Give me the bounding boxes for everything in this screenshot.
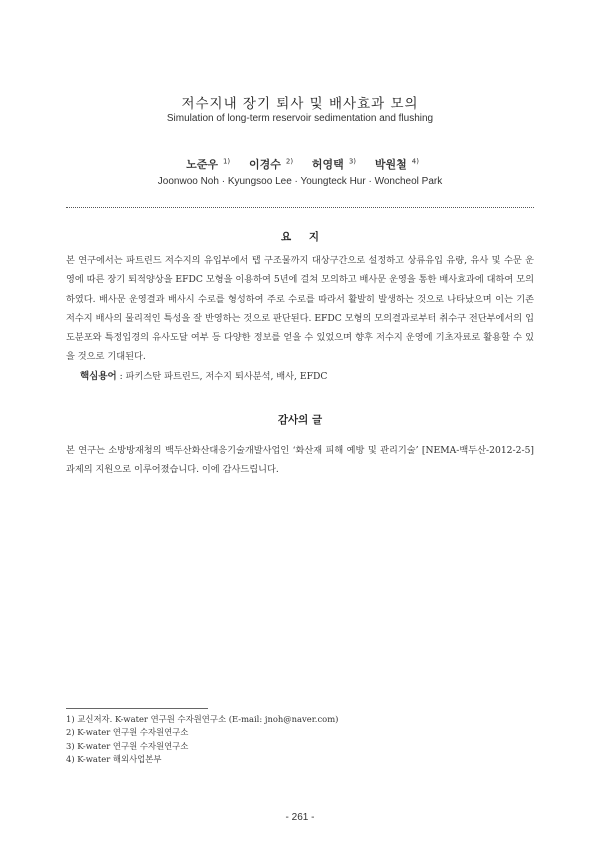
author-name: 허영택 xyxy=(311,158,344,171)
header-divider xyxy=(66,207,534,208)
author-name: 이경수 xyxy=(249,158,281,171)
paper-title-english: Simulation of long-term reservoir sedimentation and flushing xyxy=(166,113,434,124)
footnote: 4) K-water 해외사업본부 xyxy=(66,754,162,765)
keywords-text: : 파키스탄 파트린드, 저수지 퇴사분석, 배사, EFDC xyxy=(119,371,328,382)
keywords xyxy=(80,368,327,382)
author-list-english: Joonwoo Noh · Kyungsoo Lee · Youngteck Hur · Woncheol Park xyxy=(157,176,443,187)
footnote: 1) 교신저자. K-water 연구원 수자원연구소 (E-mail: jnoh@naver.com) xyxy=(66,714,339,724)
keywords-label: 핵심용어 xyxy=(80,371,117,382)
author-name: 노준우 xyxy=(186,158,218,171)
affiliation-mark: 2) xyxy=(285,157,294,166)
footnote-divider xyxy=(66,708,208,709)
affiliation-mark: 3) xyxy=(348,157,356,166)
author-list-korean xyxy=(0,156,600,172)
footnote-list xyxy=(66,713,338,767)
author xyxy=(307,158,356,171)
affiliation-mark: 1) xyxy=(222,157,231,166)
acknowledgement-body: 본 연구는 소방방재청의 백두산화산대응기술개발사업인 ‘화산재 피해 예방 및 관리기술’ [NEMA-백두산-2012-2-5]과제의 지원으로 이루어졌습니다. 이에 감사드립니다. xyxy=(66,445,534,476)
author xyxy=(181,158,230,171)
paper-title-korean: 저수지내 장기 퇴사 및 배사효과 모의 xyxy=(181,96,419,112)
author xyxy=(244,158,293,171)
affiliation-mark: 4) xyxy=(411,157,419,166)
abstract-body: 본 연구에서는 파트린드 저수지의 유입부에서 탭 구조물까지 대상구간으로 설정하고 상류유입 유량, 유사 및 수문 운영에 따른 장기 퇴적양상을 EFDC 모형을 이용하여 5년에 걸쳐 모의하고 배사문 운영을 통한 배사효과에 대하여 모의하였다. 배사문 운영결과 배사시 수로를 형성하여 주로 수로를 따라서 활발히 발생하는 것으로 나타났으며 이는 기존 저수지 배사의 물리적인 특성을 잘 반영하는 것으로 판단된다. EFDC 모형의 모의결과로부터 취수구 전단부에서의 입도분포와 특정입경의 유사도달 여부 등 다양한 정보를 얻을 수 있었으며 향후 저수지 운영에 기초자료로 활용할 수 있을 것으로 기대된다. xyxy=(66,255,534,363)
author-name: 박원철 xyxy=(374,158,407,171)
abstract-heading: 요 지 xyxy=(281,231,319,243)
page-number: - 261 - xyxy=(285,812,315,823)
author xyxy=(370,158,419,171)
acknowledgement-heading: 감사의 글 xyxy=(277,414,323,426)
footnote: 3) K-water 연구원 수자원연구소 xyxy=(66,740,189,751)
footnote: 2) K-water 연구원 수자원연구소 xyxy=(66,727,189,738)
